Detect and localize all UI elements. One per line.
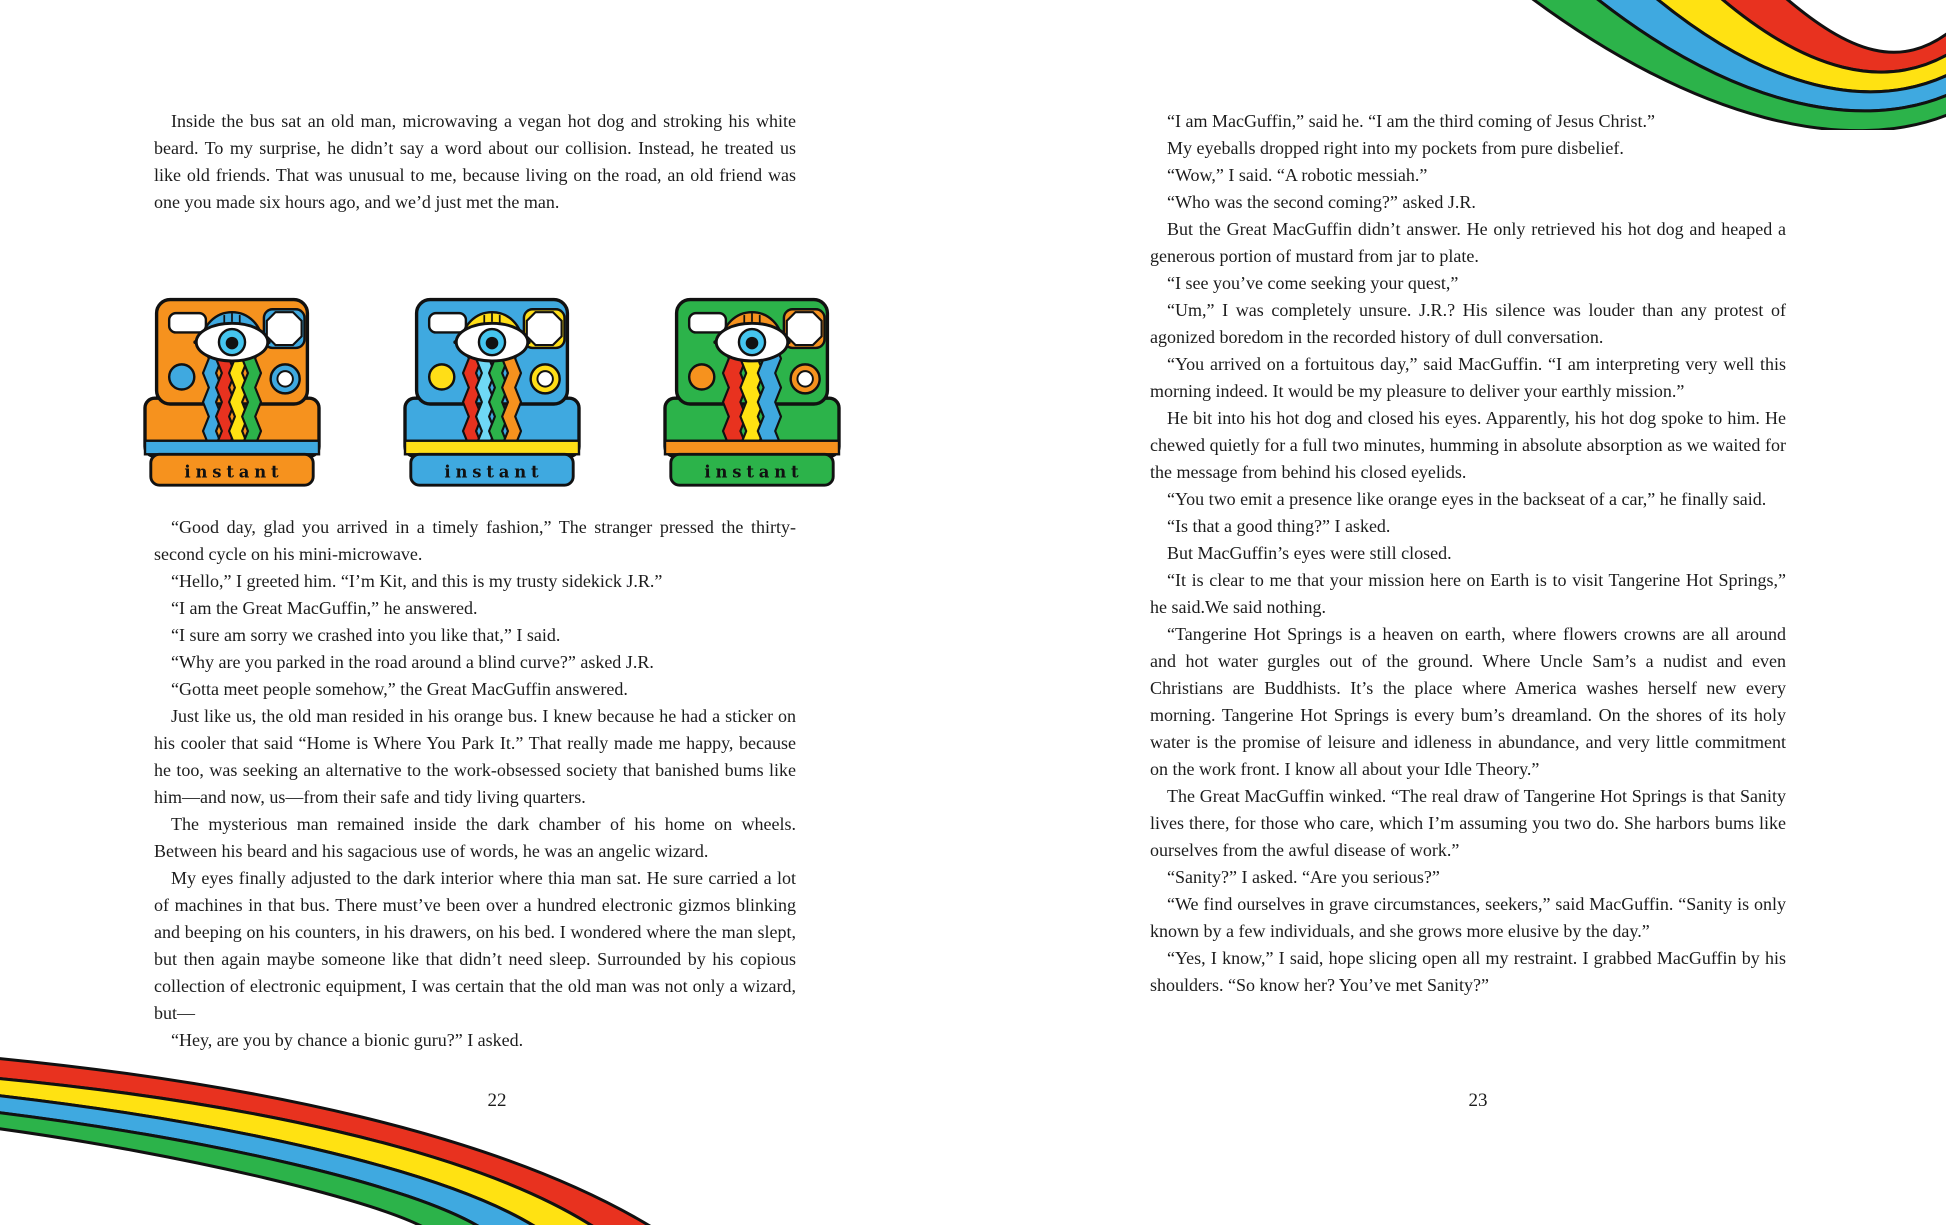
paragraph: “Sanity?” I asked. “Are you serious?” — [1167, 867, 1440, 887]
left-page-intro-text — [154, 108, 796, 216]
paragraph: “Who was the second coming?” asked J.R. — [1167, 192, 1476, 212]
flash-octagon — [527, 312, 562, 345]
paragraph: “Why are you parked in the road around a blind curve?” asked J.R. — [171, 652, 654, 672]
shutter-button — [689, 364, 714, 389]
paragraph: “I am MacGuffin,” said he. “I am the third coming of Jesus Christ.” — [1167, 111, 1656, 131]
paragraph: “Yes, I know,” I said, hope slicing open all my restraint. I grabbed MacGuffin by his shoulders. “So know her? You’ve met Sanity?” — [1150, 948, 1786, 995]
paragraph: “Is that a good thing?” I asked. — [1167, 516, 1391, 536]
instant-label: instant — [184, 462, 284, 482]
paragraph: The mysterious man remained inside the dark chamber of his home on wheels. Between his beard and his sagacious use of words, he was an angelic wizard. — [154, 814, 796, 861]
rainbow-stripe-bottom-left — [0, 1035, 680, 1225]
lens-center — [797, 371, 812, 386]
instant-label: instant — [444, 462, 544, 482]
paragraph: “Hello,” I greeted him. “I’m Kit, and this is my trusty sidekick J.R.” — [171, 571, 663, 591]
pupil — [486, 337, 499, 350]
paragraph: “Gotta meet people somehow,” the Great MacGuffin answered. — [171, 679, 628, 699]
viewfinder — [689, 313, 726, 332]
accent-stripe — [665, 441, 839, 455]
paragraph: “Hey, are you by chance a bionic guru?” I asked. — [171, 1030, 524, 1050]
orange-instant-camera — [140, 288, 324, 491]
pupil — [746, 337, 759, 350]
green-instant-camera — [660, 288, 844, 491]
paragraph: My eyeballs dropped right into my pockets from pure disbelief. — [1167, 138, 1624, 158]
right-page-body-text — [1150, 108, 1786, 999]
instant-label: instant — [704, 462, 804, 482]
lens-center — [277, 371, 292, 386]
viewfinder — [429, 313, 466, 332]
lens-center — [537, 371, 552, 386]
page-number-right: 23 — [1468, 1090, 1488, 1111]
paragraph: “You arrived on a fortuitous day,” said MacGuffin. “I am interpreting very well this morning indeed. It would be my pleasure to deliver your earthly mission.” — [1150, 354, 1786, 401]
paragraph: “I sure am sorry we crashed into you like that,” I said. — [171, 625, 561, 645]
paragraph: But the Great MacGuffin didn’t answer. He only retrieved his hot dog and heaped a generous portion of mustard from jar to plate. — [1150, 219, 1786, 266]
page-number-left: 22 — [487, 1090, 507, 1111]
paragraph: The Great MacGuffin winked. “The real draw of Tangerine Hot Springs is that Sanity lives there, for those who care, which I’m assuming you two do. She harbors bums like ourselves from the awful disease of work.” — [1150, 786, 1786, 860]
paragraph: “I see you’ve come seeking your quest,” — [1167, 273, 1459, 293]
paragraph: “It is clear to me that your mission here on Earth is to visit Tangerine Hot Springs,” he said.We said nothing. — [1150, 570, 1786, 617]
paragraph: He bit into his hot dog and closed his eyes. Apparently, his hot dog spoke to him. He chewed quietly for a full two minutes, humming in absolute absorption as we waited for the message from behind his closed eyelids. — [1150, 408, 1786, 482]
paragraph: But MacGuffin’s eyes were still closed. — [1167, 543, 1452, 563]
paragraph: Inside the bus sat an old man, microwaving a vegan hot dog and stroking his white beard. To my surprise, he didn’t say a word about our collision. Instead, he treated us like old friends. That was unusual to me, because living on the road, an old friend was one you made six hours ago, and we’d just met the man. — [154, 111, 796, 212]
paragraph: “I am the Great MacGuffin,” he answered. — [171, 598, 478, 618]
shutter-button — [169, 364, 194, 389]
paragraph: “Um,” I was completely unsure. J.R.? His silence was louder than any protest of agonized boredom in the recorded history of dull conversation. — [1150, 300, 1786, 347]
blue-instant-camera — [400, 288, 584, 491]
paragraph: Just like us, the old man resided in his orange bus. I knew because he had a sticker on his cooler that said “Home is Where You Park It.” That really made me happy, because he too, was seeking an alternative to the work-obsessed society that banished bums like him—and now, us—from their safe and tidy living quarters. — [154, 706, 796, 807]
instant-camera-orange — [140, 288, 324, 491]
viewfinder — [169, 313, 206, 332]
instant-camera-blue — [400, 288, 584, 491]
accent-stripe — [145, 441, 319, 455]
accent-stripe — [405, 441, 579, 455]
pupil — [226, 337, 239, 350]
paragraph: “Wow,” I said. “A robotic messiah.” — [1167, 165, 1428, 185]
flash-octagon — [787, 312, 822, 345]
paragraph: “Tangerine Hot Springs is a heaven on earth, where flowers crowns are all around and hot water gurgles out of the ground. Where Uncle Sam’s a nudist and even Christians are Buddhists. It’s the place where America washes herself new every morning. Tangerine Hot Springs is every bum’s dreamland. On the shores of its holy water is the promise of leisure and idleness in abundance, and very little commitment on the work front. I know all about your Idle Theory.” — [1150, 624, 1786, 779]
flash-octagon — [267, 312, 302, 345]
paragraph: “We find ourselves in grave circumstances, seekers,” said MacGuffin. “Sanity is only known by a few individuals, and she grows more elusive by the day.” — [1150, 894, 1786, 941]
instant-camera-green — [660, 288, 844, 491]
paragraph: “You two emit a presence like orange eyes in the backseat of a car,” he finally said. — [1167, 489, 1767, 509]
shutter-button — [429, 364, 454, 389]
left-page-body-text — [154, 514, 796, 1054]
paragraph: “Good day, glad you arrived in a timely fashion,” The stranger pressed the thirty-second cycle on his mini-microwave. — [154, 517, 796, 564]
paragraph: My eyes finally adjusted to the dark interior where thia man sat. He sure carried a lot of machines in that bus. There must’ve been over a hundred electronic gizmos blinking and beeping on his counters, in his drawers, on his bed. I wondered where the man slept, but then again maybe someone like that didn’t need sleep. Surrounded by his copious collection of electronic equipment, I was certain that the old man was not only a wizard, but— — [154, 868, 796, 1023]
